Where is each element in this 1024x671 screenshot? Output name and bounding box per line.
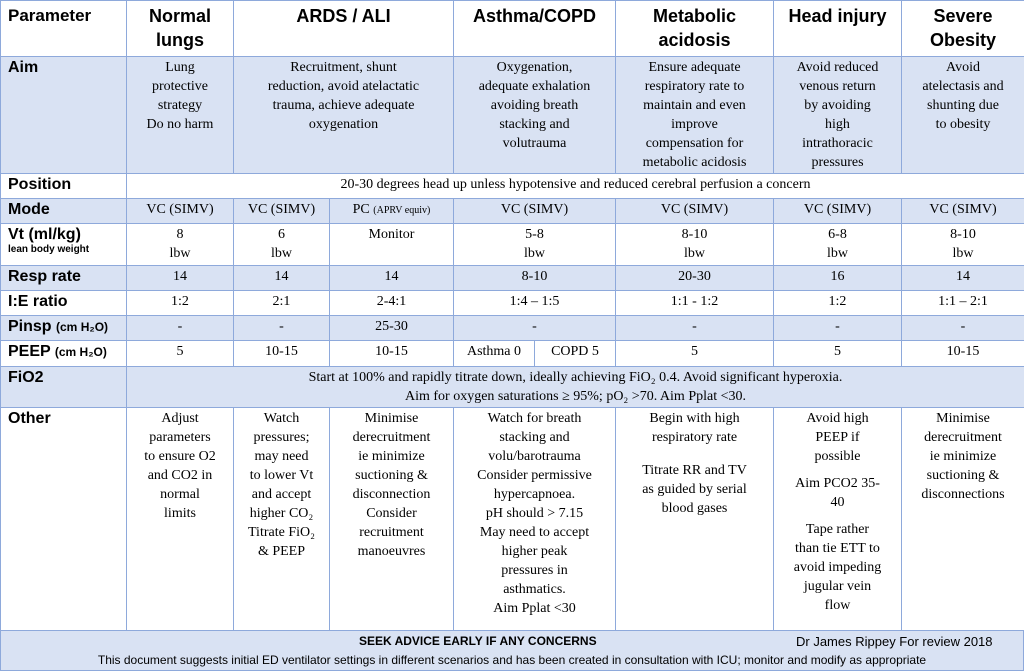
vt-asthma: 5-8 lbw [454,224,616,266]
peep-asthma: Asthma 0 [454,341,535,367]
aim-metabolic: Ensure adequate respiratory rate to maintain and even improve compensation for metabolic acidosis [616,57,774,174]
aim-asthma: Oxygenation, adequate exhalation avoiding breath stacking and volutrauma [454,57,616,174]
mode-ards-vc: VC (SIMV) [234,199,330,224]
peep-head: 5 [774,341,902,367]
mode-normal: VC (SIMV) [127,199,234,224]
rr-obesity: 14 [902,266,1024,291]
peep-label: PEEP (cm H₂O) [1,341,127,367]
mode-metabolic: VC (SIMV) [616,199,774,224]
other-label: Other [1,408,127,631]
aim-ards: Recruitment, shunt reduction, avoid atelactatic trauma, achieve adequate oxygenation [234,57,454,174]
rr-head: 16 [774,266,902,291]
mode-obesity: VC (SIMV) [902,199,1024,224]
other-ards-pc: Minimise derecruitment ie minimize suctioning & disconnection Consider recruitment manoeuvres [330,408,454,631]
ie-ratio-label: I:E ratio [1,291,127,316]
pinsp-obesity: - [902,316,1024,341]
rr-ards-pc: 14 [330,266,454,291]
header-row [1,1,1024,57]
pinsp-ards-vc: - [234,316,330,341]
fio2-label: FiO2 [1,367,127,408]
peep-copd: COPD 5 [535,341,616,367]
position-value: 20-30 degrees head up unless hypotensive and reduced cerebral perfusion a concern [127,174,1024,199]
peep-row [1,341,1024,367]
aim-obesity: Avoid atelectasis and shunting due to obesity [902,57,1024,174]
advice-text: SEEK ADVICE EARLY IF ANY CONCERNS [359,634,597,648]
pinsp-row [1,316,1024,341]
mode-row [1,199,1024,224]
aim-normal: Lung protective strategy Do no harm [127,57,234,174]
other-asthma: Watch for breath stacking and volu/barotrauma Consider permissive hypercapnoea. pH should > 7.15 May need to accept higher peak pressures in asthmatics. Aim Pplat <30 [454,408,616,631]
other-normal: Adjust parameters to ensure O2 and CO2 in normal limits [127,408,234,631]
header-metabolic-acidosis: Metabolic acidosis [616,1,774,57]
ie-asthma: 1:4 – 1:5 [454,291,616,316]
aim-head: Avoid reduced venous return by avoiding high intrathoracic pressures [774,57,902,174]
footer [0,630,1024,671]
other-metabolic: Begin with high respiratory rate Titrate RR and TV as guided by serial blood gases [616,408,774,631]
ie-obesity: 1:1 – 2:1 [902,291,1024,316]
other-ards-vc: Watch pressures; may need to lower Vt and accept higher CO₂ Titrate FiO₂ & PEEP [234,408,330,631]
vt-row [1,224,1024,266]
rr-metabolic: 20-30 [616,266,774,291]
vt-label: Vt (ml/kg) lean body weight [1,224,127,266]
other-head: Avoid high PEEP if possible Aim PCO2 35- 40 Tape rather than tie ETT to avoid impeding jugular vein flow [774,408,902,631]
vt-head: 6-8 lbw [774,224,902,266]
peep-ards-pc: 10-15 [330,341,454,367]
rr-normal: 14 [127,266,234,291]
mode-label: Mode [1,199,127,224]
header-ards: ARDS / ALI [234,1,454,57]
pinsp-head: - [774,316,902,341]
pinsp-normal: - [127,316,234,341]
header-head-injury: Head injury [774,1,902,57]
other-row [1,408,1024,631]
rr-asthma: 8-10 [454,266,616,291]
other-obesity: Minimise derecruitment ie minimize suctioning & disconnections [902,408,1024,631]
disclaimer-text: This document suggests initial ED ventilator settings in different scenarios and has been created in consultation with ICU; monitor and modify as appropriate [97,653,927,667]
fio2-value: Start at 100% and rapidly titrate down, ideally achieving FiO₂ 0.4. Avoid significant hyperoxia. Aim for oxygen saturations ≥ 95%; pO₂ >70. Aim Pplat <30. [127,367,1024,408]
ie-ratio-row [1,291,1024,316]
peep-ards-vc: 10-15 [234,341,330,367]
vt-ards-pc: Monitor [330,224,454,266]
vt-ards-vc: 6 lbw [234,224,330,266]
vt-normal: 8 lbw [127,224,234,266]
resp-rate-row [1,266,1024,291]
position-row [1,174,1024,199]
resp-rate-label: Resp rate [1,266,127,291]
peep-metabolic: 5 [616,341,774,367]
ie-head: 1:2 [774,291,902,316]
mode-head: VC (SIMV) [774,199,902,224]
vt-metabolic: 8-10 lbw [616,224,774,266]
pinsp-label: Pinsp (cm H₂O) [1,316,127,341]
ie-normal: 1:2 [127,291,234,316]
fio2-row [1,367,1024,408]
aim-row [1,57,1024,174]
ie-metabolic: 1:1 - 1:2 [616,291,774,316]
rr-ards-vc: 14 [234,266,330,291]
pinsp-metabolic: - [616,316,774,341]
vt-obesity: 8-10 lbw [902,224,1024,266]
peep-obesity: 10-15 [902,341,1024,367]
position-label: Position [1,174,127,199]
mode-asthma: VC (SIMV) [454,199,616,224]
peep-normal: 5 [127,341,234,367]
pinsp-asthma: - [454,316,616,341]
ie-ards-pc: 2-4:1 [330,291,454,316]
mode-ards-pc: PC (APRV equiv) [330,199,454,224]
ie-ards-vc: 2:1 [234,291,330,316]
aim-label: Aim [1,57,127,174]
pinsp-ards-pc: 25-30 [330,316,454,341]
header-asthma-copd: Asthma/COPD [454,1,616,57]
author-text: Dr James Rippey For review 2018 [796,634,993,649]
header-parameter: Parameter [1,1,127,57]
header-normal-lungs: Normal lungs [127,1,234,57]
header-severe-obesity: Severe Obesity [902,1,1024,57]
